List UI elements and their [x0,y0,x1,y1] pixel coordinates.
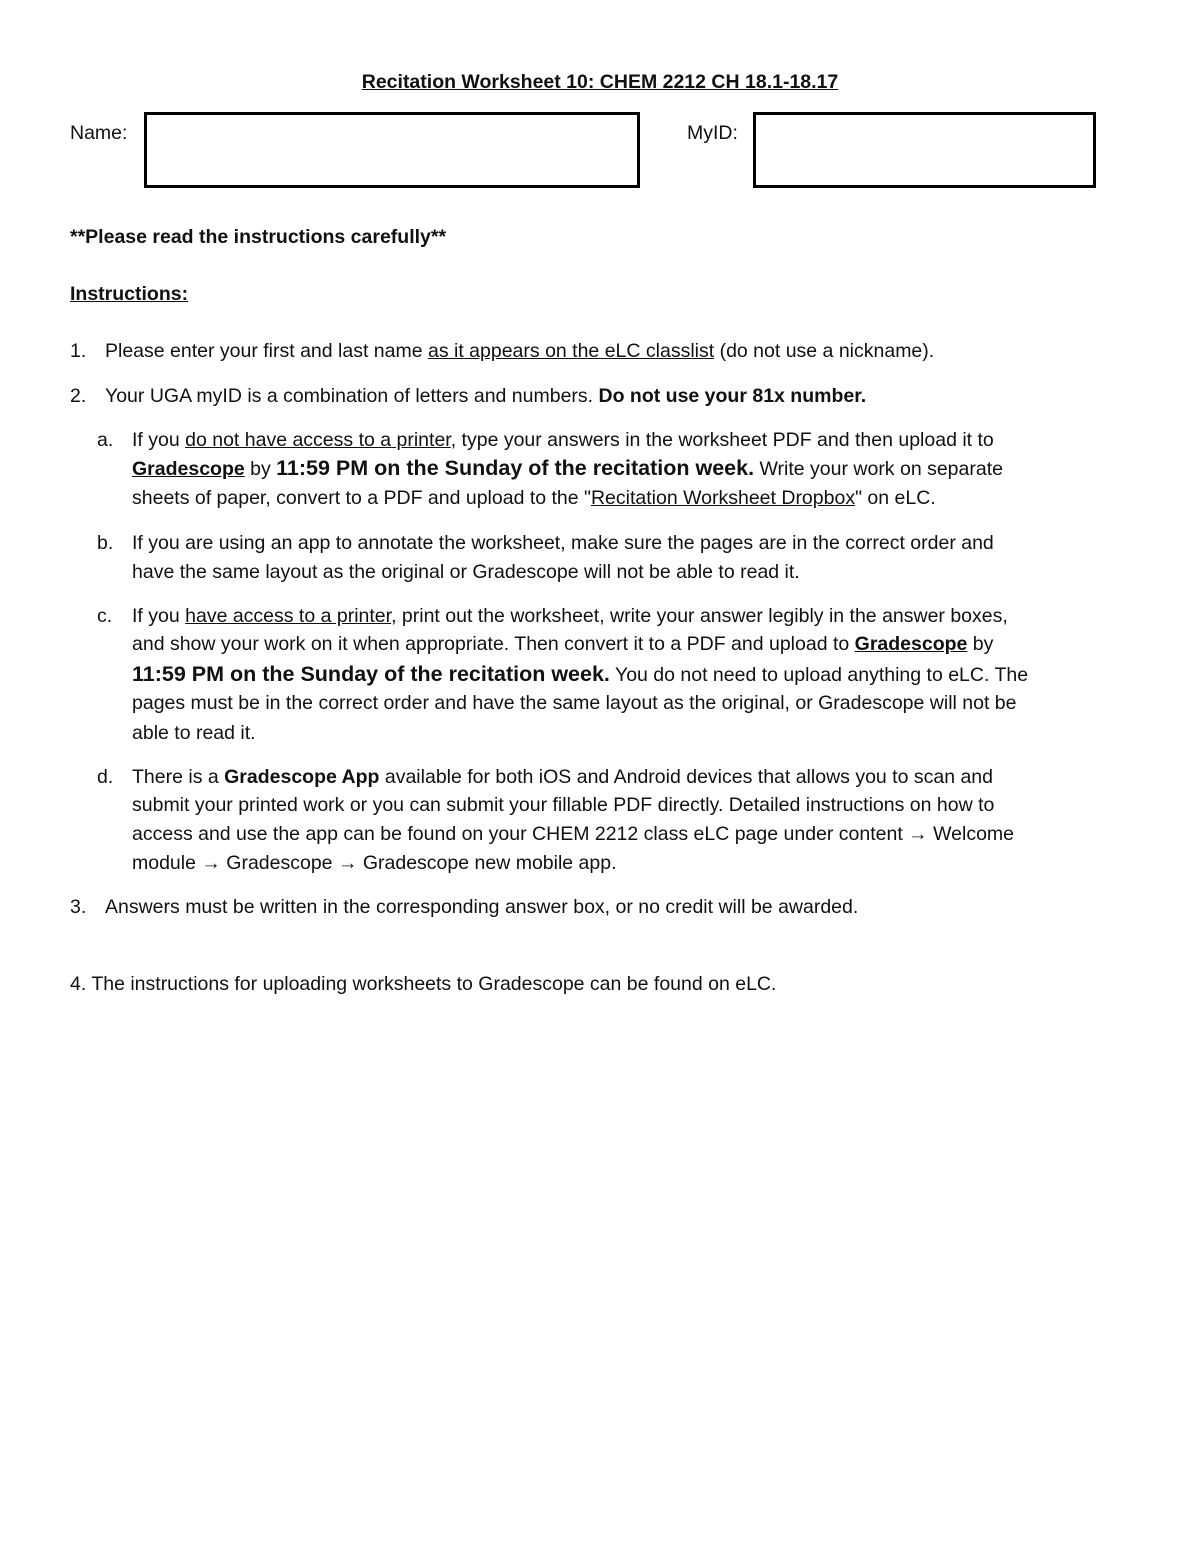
item-text: If you are using an app to annotate the worksheet, make sure the pages are in the correct order and [132,532,994,554]
item-text: module → Gradescope → Gradescope new mobile app. [132,852,617,874]
myid-input-box[interactable] [753,112,1096,188]
instructions-notice: **Please read the instructions carefully** [70,226,447,248]
instructions-heading: Instructions: [70,283,189,305]
item-text: Answers must be written in the corresponding answer box, or no credit will be awarded. [105,896,859,918]
item-text: sheets of paper, convert to a PDF and upload to the "Recitation Worksheet Dropbox" on eLC. [132,487,936,509]
item-text: If you do not have access to a printer, type your answers in the worksheet PDF and then upload it to [132,429,994,451]
item-text: 11:59 PM on the Sunday of the recitation week. You do not need to upload anything to eLC. The [132,662,1029,686]
myid-label: MyID: [687,122,738,144]
has-printer-emphasis: have access to a printer [185,605,392,627]
item-letter: d. [97,766,114,788]
item-number: 2. [70,385,87,407]
item-text: Gradescope by 11:59 PM on the Sunday of the recitation week. Write your work on separate [132,456,1003,480]
item-number: 3. [70,896,87,918]
item-text: Please enter your first and last name as it appears on the eLC classlist (do not use a nickname). [105,340,935,362]
warning-text: Do not use your 81x number. [598,385,867,407]
item-text: Your UGA myID is a combination of letters and numbers. Do not use your 81x number. [105,385,867,407]
item-text: There is a Gradescope App available for both iOS and Android devices that allows you to scan and [132,766,993,788]
item-letter: b. [97,532,114,554]
no-printer-emphasis: do not have access to a printer [185,429,451,451]
gradescope-link: Gradescope [854,633,968,655]
page-title: Recitation Worksheet 10: CHEM 2212 CH 18.1-18.17 [361,71,839,93]
item-letter: c. [97,605,113,627]
classlist-emphasis: as it appears on the eLC classlist [428,340,715,362]
name-label: Name: [70,122,128,144]
item-text: If you have access to a printer, print out the worksheet, write your answer legibly in the answer boxes, [132,605,1008,627]
item-text: access and use the app can be found on your CHEM 2212 class eLC page under content → Welcome [132,823,1015,845]
item-letter: a. [97,429,114,451]
name-input-box[interactable] [144,112,640,188]
dropbox-emphasis: Recitation Worksheet Dropbox [590,487,856,509]
instruction-item-4: 4. The instructions for uploading worksheets to Gradescope can be found on eLC. [70,973,777,995]
item-text: pages must be in the correct order and have the same layout as the original, or Gradescope will not be [132,692,1017,714]
gradescope-app-emphasis: Gradescope App [224,766,380,788]
item-number: 1. [70,340,87,362]
deadline-text: 11:59 PM on the Sunday of the recitation week. [276,456,755,480]
item-text: able to read it. [132,722,256,744]
item-text: and show your work on it when appropriate. Then convert it to a PDF and upload to Gradescope by [132,633,994,655]
item-text: submit your printed work or you can submit your fillable PDF directly. Detailed instructions on how to [132,794,995,816]
item-text: have the same layout as the original or Gradescope will not be able to read it. [132,561,800,583]
deadline-text: 11:59 PM on the Sunday of the recitation week. [132,662,610,686]
gradescope-link: Gradescope [132,458,245,480]
